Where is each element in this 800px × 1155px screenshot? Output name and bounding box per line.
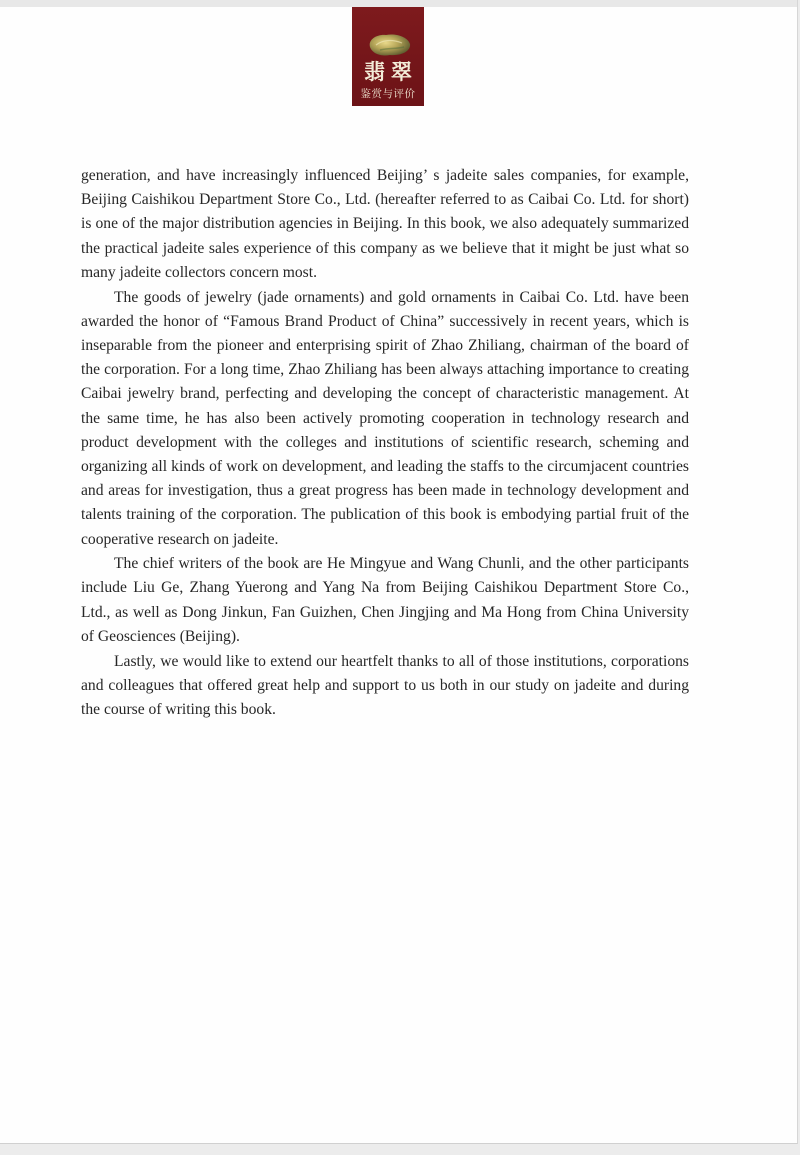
body-text <box>81 164 689 723</box>
logo-title: 翡翠 <box>364 60 418 84</box>
logo-subtitle: 鉴赏与评价 <box>360 88 416 100</box>
series-logo <box>352 7 424 106</box>
paragraph-2: The goods of jewelry (jade ornaments) and gold ornaments in Caibai Co. Ltd. have been awarded the honor of “Famous Brand Product of China” successively in recent years, which is inseparable from the pioneer and enterprising spirit of Zhao Zhiliang, chairman of the board of the corporation. For a long time, Zhao Zhiliang has been always attaching importance to creating Caibai jewelry brand, perfecting and developing the concept of characteristic management. At the same time, he has also been actively promoting cooperation in technology research and product development with the colleges and institutions of scientific research, scheming and organizing all kinds of work on development, and leading the staffs to the circumjacent countries and areas for investigation, thus a great progress has been made in technology development and talents training of the corporation. The publication of this book is embodying partial fruit of the cooperative research on jadeite. <box>81 288 689 548</box>
paragraph-1: generation, and have increasingly influenced Beijing’ s jadeite sales companies, for example, Beijing Caishikou Department Store Co., Ltd. (hereafter referred to as Caibai Co. Ltd. for short) is one of the major distribution agencies in Beijing. In this book, we also adequately summarized the practical jadeite sales experience of this company as we believe that it might be just what so many jadeite collectors concern most. <box>81 167 689 281</box>
jade-stone-icon <box>366 31 412 59</box>
paragraph-3: The chief writers of the book are He Mingyue and Wang Chunli, and the other participants include Liu Ge, Zhang Yuerong and Yang Na from Beijing Caishikou Department Store Co., Ltd., as well as Dong Jinkun, Fan Guizhen, Chen Jingjing and Ma Hong from China University of Geosciences (Beijing). <box>81 555 689 645</box>
page-top-edge <box>0 0 797 7</box>
paragraph-4: Lastly, we would like to extend our heartfelt thanks to all of those institutions, corporations and colleagues that offered great help and support to us both in our study on jadeite and during the course of writing this book. <box>81 652 689 718</box>
